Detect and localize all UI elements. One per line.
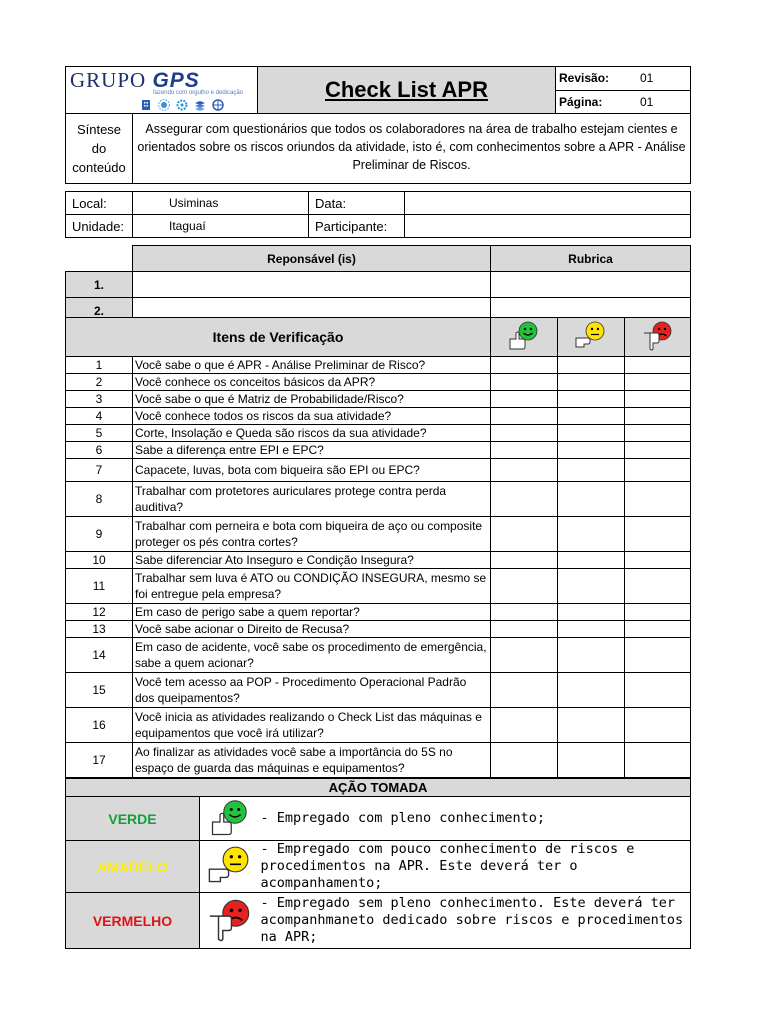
logo-sun-icon [158, 98, 170, 110]
document-title: Check List APR [324, 77, 488, 102]
unidade-label: Unidade: [66, 215, 133, 238]
item-number: 1 [66, 357, 133, 374]
answer-cell-red[interactable] [625, 552, 691, 569]
legend-amarelo-text: - Empregado com pouco conhecimento de riscos e procedimentos na APR. Este deverá ter o acompanhamento; [261, 841, 691, 893]
answer-cell-yellow[interactable] [558, 391, 625, 408]
answer-cell-green[interactable] [491, 604, 558, 621]
responsavel-header: Reponsável (is) [133, 246, 491, 272]
checklist-row [66, 604, 691, 621]
rubrica-field[interactable] [491, 272, 691, 298]
checklist-row [66, 408, 691, 425]
item-question: Você sabe o que é Matriz de Probabilidade/Risco? [133, 391, 491, 408]
item-number: 16 [66, 708, 133, 743]
green-thumbs-up-smiley-icon [491, 318, 558, 357]
logo-icons [140, 98, 253, 110]
answer-cell-green[interactable] [491, 357, 558, 374]
answer-cell-green[interactable] [491, 708, 558, 743]
answer-cell-green[interactable] [491, 552, 558, 569]
item-number: 12 [66, 604, 133, 621]
item-question: Trabalhar com protetores auriculares protege contra perda auditiva? [133, 482, 491, 517]
answer-cell-yellow[interactable] [558, 743, 625, 778]
checklist-row [66, 743, 691, 778]
answer-cell-red[interactable] [625, 673, 691, 708]
answer-cell-red[interactable] [625, 708, 691, 743]
item-number: 2 [66, 374, 133, 391]
company-logo: GRUPO GPS fazendo com orgulho e dedicação [66, 67, 258, 113]
item-question: Você tem acesso aa POP - Procedimento Operacional Padrão dos queipamentos? [133, 673, 491, 708]
answer-cell-yellow[interactable] [558, 482, 625, 517]
item-question: Ao finalizar as atividades você sabe a importância do 5S no espaço de guarda das máquinas e equipamentos? [133, 743, 491, 778]
logo-gear-icon [176, 98, 188, 110]
sintese-text: Assegurar com questionários que todos os colaboradores na área de trabalho estejam cientes e orientados sobre os riscos oriundos da atividade, isto é, com conhecimentos sobre a APR - Análise Preliminar de Riscos. [137, 122, 686, 172]
unidade-value[interactable]: Itaguaí [133, 215, 309, 238]
responsavel-row-number: 1. [66, 272, 133, 298]
answer-cell-yellow[interactable] [558, 569, 625, 604]
revision-block [556, 67, 690, 113]
item-question: Capacete, luvas, bota com biqueira são EPI ou EPC? [133, 459, 491, 482]
checklist-row [66, 391, 691, 408]
item-number: 9 [66, 517, 133, 552]
answer-cell-red[interactable] [625, 569, 691, 604]
item-number: 14 [66, 638, 133, 673]
logo-layers-icon [194, 98, 206, 110]
item-question: Trabalhar com perneira e bota com biqueira de aço ou composite proteger os pés contra cortes? [133, 517, 491, 552]
answer-cell-red[interactable] [625, 604, 691, 621]
sintese-section [65, 114, 691, 184]
answer-cell-green[interactable] [491, 425, 558, 442]
item-number: 7 [66, 459, 133, 482]
answer-cell-red[interactable] [625, 517, 691, 552]
answer-cell-yellow[interactable] [558, 408, 625, 425]
answer-cell-red[interactable] [625, 621, 691, 638]
responsavel-field[interactable] [133, 272, 491, 298]
checklist-row [66, 638, 691, 673]
answer-cell-yellow[interactable] [558, 708, 625, 743]
data-field[interactable] [405, 192, 691, 215]
revisao-value: 01 [640, 71, 654, 86]
answer-cell-red[interactable] [625, 459, 691, 482]
document-title-cell [258, 67, 556, 113]
answer-cell-yellow[interactable] [558, 673, 625, 708]
legend-vermelho-label: VERMELHO [66, 893, 200, 949]
yellow-neutral-smiley-icon [558, 318, 625, 357]
item-number: 11 [66, 569, 133, 604]
item-question: Você conhece todos os riscos da sua atividade? [133, 408, 491, 425]
answer-cell-green[interactable] [491, 408, 558, 425]
local-label: Local: [66, 192, 133, 215]
item-question: Sabe diferenciar Ato Inseguro e Condição Insegura? [133, 552, 491, 569]
item-number: 6 [66, 442, 133, 459]
logo-globe-icon [212, 98, 224, 110]
checklist-row [66, 374, 691, 391]
yellow-neutral-smiley-icon [200, 841, 261, 893]
verification-title: Itens de Verificação [66, 318, 491, 357]
answer-cell-green[interactable] [491, 673, 558, 708]
checklist-row [66, 425, 691, 442]
checklist-row [66, 569, 691, 604]
answer-cell-red[interactable] [625, 357, 691, 374]
local-value[interactable]: Usiminas [133, 192, 309, 215]
answer-cell-red[interactable] [625, 743, 691, 778]
location-table [65, 191, 691, 238]
answer-cell-yellow[interactable] [558, 425, 625, 442]
answer-cell-green[interactable] [491, 569, 558, 604]
item-question: Você sabe acionar o Direito de Recusa? [133, 621, 491, 638]
pagina-value: 01 [640, 94, 654, 109]
checklist-row [66, 482, 691, 517]
answer-cell-green[interactable] [491, 621, 558, 638]
answer-cell-red[interactable] [625, 442, 691, 459]
green-thumbs-up-smiley-icon [200, 797, 261, 841]
verification-table [65, 317, 691, 778]
answer-cell-green[interactable] [491, 743, 558, 778]
checklist-row [66, 708, 691, 743]
answer-cell-yellow[interactable] [558, 357, 625, 374]
legend-verde-text: - Empregado com pleno conhecimento; [261, 797, 691, 841]
revisao-label: Revisão: [559, 71, 610, 86]
answer-cell-red[interactable] [625, 425, 691, 442]
answer-cell-red[interactable] [625, 408, 691, 425]
item-question: Você conhece os conceitos básicos da APR? [133, 374, 491, 391]
item-number: 17 [66, 743, 133, 778]
answer-cell-green[interactable] [491, 374, 558, 391]
rubrica-header: Rubrica [491, 246, 691, 272]
item-number: 10 [66, 552, 133, 569]
answer-cell-yellow[interactable] [558, 604, 625, 621]
red-thumbs-down-smiley-icon [625, 318, 691, 357]
legend-vermelho-text: - Empregado sem pleno conhecimento. Este deverá ter acompanhmaneto dedicado sobre riscos e procedimentos na APR; [261, 893, 691, 949]
answer-cell-green[interactable] [491, 442, 558, 459]
acao-tomada-title: AÇÃO TOMADA [66, 779, 691, 797]
item-number: 15 [66, 673, 133, 708]
item-number: 13 [66, 621, 133, 638]
pagina-label: Página: [559, 94, 603, 109]
answer-cell-red[interactable] [625, 374, 691, 391]
answer-cell-red[interactable] [625, 638, 691, 673]
item-number: 4 [66, 408, 133, 425]
item-question: Em caso de perigo sabe a quem reportar? [133, 604, 491, 621]
item-question: Em caso de acidente, você sabe os procedimento de emergência, sabe a quem acionar? [133, 638, 491, 673]
answer-cell-yellow[interactable] [558, 638, 625, 673]
responsavel-row-number: 2. [66, 298, 133, 324]
answer-cell-yellow[interactable] [558, 621, 625, 638]
answer-cell-red[interactable] [625, 391, 691, 408]
document-header [65, 66, 691, 114]
answer-cell-yellow[interactable] [558, 459, 625, 482]
answer-cell-green[interactable] [491, 459, 558, 482]
item-question: Você inicia as atividades realizando o Check List das máquinas e equipamentos que você irá utilizar? [133, 708, 491, 743]
checklist-row [66, 357, 691, 374]
data-label: Data: [309, 192, 405, 215]
checklist-row [66, 517, 691, 552]
answer-cell-green[interactable] [491, 638, 558, 673]
answer-cell-green[interactable] [491, 482, 558, 517]
answer-cell-yellow[interactable] [558, 517, 625, 552]
answer-cell-yellow[interactable] [558, 374, 625, 391]
item-number: 3 [66, 391, 133, 408]
item-question: Sabe a diferença entre EPI e EPC? [133, 442, 491, 459]
answer-cell-red[interactable] [625, 482, 691, 517]
answer-cell-yellow[interactable] [558, 552, 625, 569]
participante-label: Participante: [309, 215, 405, 238]
logo-building-icon [140, 98, 152, 110]
red-thumbs-down-smiley-icon [200, 893, 261, 949]
sintese-label: Síntese do conteúdo [66, 114, 133, 183]
acao-tomada-table [65, 778, 691, 949]
logo-tagline: fazendo com orgulho e dedicação [152, 90, 243, 96]
item-number: 5 [66, 425, 133, 442]
participante-field[interactable] [405, 215, 691, 238]
checklist-row [66, 442, 691, 459]
checklist-row [66, 621, 691, 638]
item-question: Trabalhar sem luva é ATO ou CONDIÇÃO INSEGURA, mesmo se foi entregue pela empresa? [133, 569, 491, 604]
checklist-row [66, 673, 691, 708]
item-number: 8 [66, 482, 133, 517]
item-question: Corte, Insolação e Queda são riscos da sua atividade? [133, 425, 491, 442]
legend-verde-label: VERDE [66, 797, 200, 841]
answer-cell-green[interactable] [491, 391, 558, 408]
responsaveis-table [65, 245, 691, 324]
legend-amarelo-label: AMARELO [66, 841, 200, 893]
checklist-row [66, 552, 691, 569]
item-question: Você sabe o que é APR - Análise Preliminar de Risco? [133, 357, 491, 374]
answer-cell-green[interactable] [491, 517, 558, 552]
checklist-row [66, 459, 691, 482]
answer-cell-yellow[interactable] [558, 442, 625, 459]
